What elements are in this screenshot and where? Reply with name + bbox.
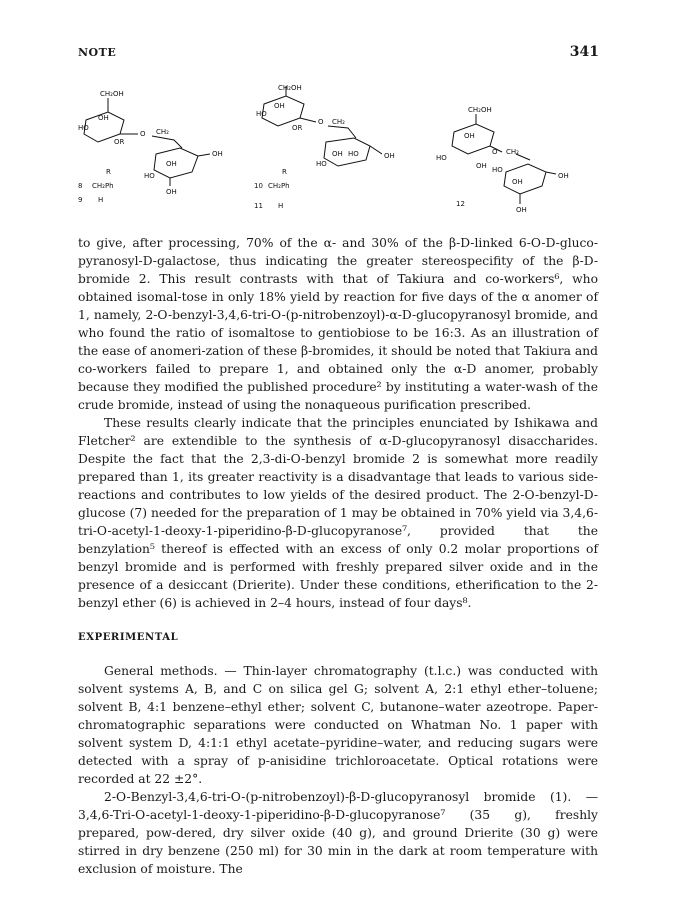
bond-8-oh — [198, 154, 210, 156]
compound-number-9: 9 — [78, 196, 83, 204]
label-oh: OH — [476, 162, 487, 170]
label-ch2: CH₂ — [506, 148, 519, 156]
article-body — [78, 234, 598, 878]
label-oh: OH — [512, 178, 523, 186]
label-oh: OH — [384, 152, 395, 160]
label-oh: OH — [464, 132, 475, 140]
label-ho: HO — [316, 160, 327, 168]
bond-8-ch2 — [152, 136, 182, 148]
bond-10-oh — [370, 146, 382, 154]
paragraph: 2-O-Benzyl-3,4,6-tri-O-(p-nitrobenzoyl)-β-D-glucopyranosyl bromide (1). — 3,4,6-Tri-O-acetyl-1-deoxy-1-piperidino-β-D-glucopyranose⁷ (35 g), freshly prepared, pow-dered, dry silver oxide (40 g), and ground Drierite (30 g) were stirred in dry benzene (250 ml) for 30 min in the dark at room temperature with exclusion of moisture. The — [78, 790, 598, 876]
compound-11-r: H — [278, 202, 284, 210]
compound-number-11: 11 — [254, 202, 263, 210]
label-oh: OH — [166, 160, 177, 168]
label-ch2oh: CH₂OH — [468, 106, 492, 114]
label-ch2oh: CH₂OH — [278, 84, 302, 92]
compound-number-8: 8 — [78, 182, 83, 190]
label-oh: OH — [274, 102, 285, 110]
label-oh: OH — [166, 188, 177, 196]
label-ch2: CH₂ — [156, 128, 169, 136]
compound-9-r: H — [98, 196, 104, 204]
label-o: O — [492, 148, 498, 156]
label-ch2oh: CH₂OH — [100, 90, 124, 98]
ring-10-lower — [324, 138, 370, 166]
bond-10-glycosidic — [300, 118, 316, 122]
structure-figure — [78, 82, 598, 230]
ring-12-lower — [504, 164, 546, 194]
label-ho: HO — [144, 172, 155, 180]
bond-10-ch2 — [328, 126, 356, 138]
label-oh: OH — [558, 172, 569, 180]
label-ho: HO — [78, 124, 89, 132]
section-heading: EXPERIMENTAL — [78, 632, 179, 643]
label-or: OR — [292, 124, 303, 132]
label-oh: OH — [212, 150, 223, 158]
compound-10-r: CH₂Ph — [268, 182, 290, 190]
paragraph: to give, after processing, 70% of the α- and 30% of the β-D-linked 6-O-D-gluco-pyranosyl-D-galactose, thus indicating the greater stereospecifity of the β-D-bromide 2. This result contrasts with that of Takiura and co-workers⁶, who obtained isomal-tose in only 18% yield by reaction for five days of the α anomer of 1, namely, 2-O-benzyl-3,4,6-tri-O-(p-nitrobenzoyl)-α-D-glucopyranosyl bromide, and who found the ratio of isomaltose to gentiobiose to be 16:3. As an illustration of the ease of anomeri-zation of these β-bromides, it should be noted that Takiura and co-workers failed to prepare 1, and obtained only the α-D anomer, probably because they modified the published procedure² by instituting a water-wash of the crude bromide, instead of using the nonaqueous purification prescribed. — [78, 236, 598, 412]
page-number: 341 — [569, 44, 599, 60]
compound-number-10: 10 — [254, 182, 263, 190]
label-o: O — [318, 118, 324, 126]
label-r: R — [106, 168, 111, 176]
label-ho: HO — [492, 166, 503, 174]
label-oh: OH — [516, 206, 527, 214]
label-ch2: CH₂ — [332, 118, 345, 126]
running-header — [78, 44, 599, 64]
bond-12-oh — [546, 172, 556, 174]
label-or: OR — [114, 138, 125, 146]
compound-8-r: CH₂Ph — [92, 182, 114, 190]
label-ho: HO — [256, 110, 267, 118]
label-oh: OH — [98, 114, 109, 122]
paragraph: These results clearly indicate that the principles enunciated by Ishikawa and Fletcher² are extendible to the synthesis of α-D-glucopyranosyl disaccharides. Despite the fact that the 2,3-di-O-benzyl bromide 2 is somewhat more readily prepared than 1, its greater reactivity is a disadvantage that leads to various side-reactions and contributes to low yields of the desired product. The 2-O-benzyl-D-glucose (7) needed for the preparation of 1 may be obtained in 70% yield via 3,4,6-tri-O-acetyl-1-deoxy-1-piperidino-β-D-glucopyranose⁷, provided that the benzylation⁵ thereof is effected with an excess of only 0.2 molar proportions of benzyl bromide and is performed with freshly prepared silver oxide and in the presence of a desiccant (Drierite). Under these conditions, etherification to the 2-benzyl ether (6) is achieved in 2–4 hours, instead of four days⁸. — [78, 416, 598, 610]
label-ho: HO — [348, 150, 359, 158]
label-o: O — [140, 130, 146, 138]
disaccharide-structures — [78, 82, 598, 230]
label-ho: HO — [436, 154, 447, 162]
paragraph: General methods. — Thin-layer chromatography (t.l.c.) was conducted with solvent systems A, B, and C on silica gel G; solvent A, 2:1 ethyl ether–toluene; solvent B, 4:1 benzene–ethyl ether; solvent C, butanone–water azeotrope. Paper-chromatographic separations were conducted on Whatman No. 1 paper with solvent system D, 4:1:1 ethyl acetate–pyridine–water, and reducing sugars were detected with a spray of p-anisidine trichloroacetate. Optical rotations were recorded at 22 ±2°. — [78, 664, 598, 786]
ring-10-upper — [262, 96, 304, 126]
section-label: NOTE — [78, 46, 117, 59]
compound-number-12: 12 — [456, 200, 465, 208]
label-oh: OH — [332, 150, 343, 158]
label-r: R — [282, 168, 287, 176]
